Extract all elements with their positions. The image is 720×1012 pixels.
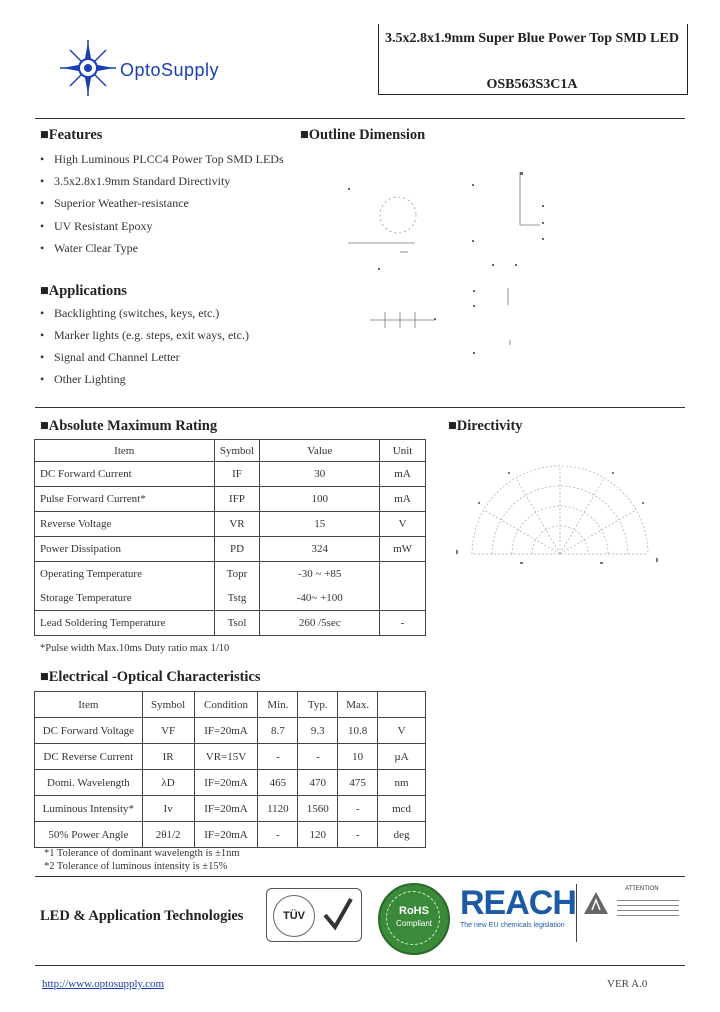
cell-value: 100 <box>260 487 380 512</box>
version-label: VER A.0 <box>607 978 648 990</box>
amr-heading: ■Absolute Maximum Rating <box>40 418 218 434</box>
features-heading: ■Features <box>40 127 103 143</box>
brand-logo <box>58 38 118 98</box>
cell-unit: deg <box>378 822 426 848</box>
cell-condition: IF=20mA <box>194 718 258 744</box>
eoc-note: *2 Tolerance of luminous intensity is ±15% <box>44 861 228 872</box>
column-header: Item <box>35 440 215 462</box>
cell-value: -40~ +100 <box>260 586 380 611</box>
cell-symbol: Iv <box>142 796 194 822</box>
cell-typ: - <box>298 744 338 770</box>
product-title: 3.5x2.8x1.9mm Super Blue Power Top SMD LED <box>385 31 679 46</box>
column-header <box>378 692 426 718</box>
website-link[interactable]: http://www.optosupply.com <box>42 978 165 990</box>
cell-symbol: PD <box>214 537 260 562</box>
cell-typ: 120 <box>298 822 338 848</box>
reach-sub: The new EU chemicals legislation <box>460 922 565 929</box>
tuv-label: TÜV <box>273 895 315 937</box>
table-header-row <box>35 692 426 718</box>
cell-value: 324 <box>260 537 380 562</box>
cell-item: Power Dissipation <box>35 537 215 562</box>
directivity-heading: ■Directivity <box>448 418 523 434</box>
footer-top-rule <box>35 876 685 877</box>
cell-min: 8.7 <box>258 718 298 744</box>
column-header: Max. <box>338 692 378 718</box>
attention-label: ATTENTION <box>625 886 659 892</box>
cell-item: Luminous Intensity* <box>35 796 143 822</box>
cell-min: 465 <box>258 770 298 796</box>
cell-item: Operating Temperature <box>35 562 215 587</box>
amr-note: *Pulse width Max.10ms Duty ratio max 1/10 <box>40 643 230 654</box>
outline-heading: ■Outline Dimension <box>300 127 426 143</box>
cell-value: 30 <box>260 462 380 487</box>
checkmark-icon <box>321 895 355 935</box>
cell-symbol: λD <box>142 770 194 796</box>
cell-unit: V <box>380 512 426 537</box>
reach-label: REACH <box>460 884 576 922</box>
cell-typ: 470 <box>298 770 338 796</box>
cell-item: DC Forward Voltage <box>35 718 143 744</box>
footer-bottom-rule <box>35 965 685 966</box>
column-header: Item <box>35 692 143 718</box>
table-row <box>35 822 426 848</box>
table-row <box>35 770 426 796</box>
table-row <box>35 586 426 611</box>
table-row <box>35 462 426 487</box>
cell-symbol: IFP <box>214 487 260 512</box>
cell-unit: mA <box>380 487 426 512</box>
tuv-badge <box>266 888 362 942</box>
cell-item: 50% Power Angle <box>35 822 143 848</box>
cell-typ: 9.3 <box>298 718 338 744</box>
brand-name: OptoSupply <box>120 60 220 80</box>
company-line: LED & Application Technologies <box>40 908 244 924</box>
cell-symbol: Tsol <box>214 611 260 636</box>
cell-symbol: VR <box>214 512 260 537</box>
cell-max: - <box>338 796 378 822</box>
cell-item: Storage Temperature <box>35 586 215 611</box>
rohs-label: RoHS <box>399 905 429 917</box>
reach-badge <box>460 884 576 936</box>
cell-condition: IF=20mA <box>194 770 258 796</box>
top-rule <box>35 118 685 119</box>
table-row <box>35 562 426 587</box>
cell-value: 15 <box>260 512 380 537</box>
cell-unit: mcd <box>378 796 426 822</box>
eoc-heading: ■Electrical -Optical Characteristics <box>40 669 261 685</box>
cell-item: Reverse Voltage <box>35 512 215 537</box>
cell-symbol: Tstg <box>214 586 260 611</box>
application-item: • Marker lights (e.g. steps, exit ways, etc.) <box>54 328 249 343</box>
column-header: Unit <box>380 440 426 462</box>
cell-item: DC Reverse Current <box>35 744 143 770</box>
table-row <box>35 487 426 512</box>
esd-warning-icon <box>583 890 609 916</box>
cell-symbol: IR <box>142 744 194 770</box>
cell-max: 475 <box>338 770 378 796</box>
cell-typ: 1560 <box>298 796 338 822</box>
cell-unit: mW <box>380 537 426 562</box>
application-item: • Signal and Channel Letter <box>54 350 180 365</box>
cell-unit: nm <box>378 770 426 796</box>
feature-item: • Water Clear Type <box>54 241 138 256</box>
table-row <box>35 611 426 636</box>
cell-min: - <box>258 744 298 770</box>
esd-attention-badge <box>576 884 687 942</box>
cell-max: 10 <box>338 744 378 770</box>
cell-condition: IF=20mA <box>194 822 258 848</box>
cell-max: 10.8 <box>338 718 378 744</box>
feature-item: • UV Resistant Epoxy <box>54 219 152 234</box>
application-item: • Backlighting (switches, keys, etc.) <box>54 306 219 321</box>
attention-text-lines <box>617 896 679 926</box>
column-header: Symbol <box>214 440 260 462</box>
cell-condition: VR=15V <box>194 744 258 770</box>
eoc-note: *1 Tolerance of dominant wavelength is ±1nm <box>44 848 240 859</box>
cell-unit <box>380 586 426 611</box>
eoc-table <box>34 691 426 848</box>
table-row <box>35 744 426 770</box>
cell-symbol: IF <box>214 462 260 487</box>
table-row <box>35 537 426 562</box>
rohs-ring <box>386 891 440 945</box>
application-item: • Other Lighting <box>54 372 126 387</box>
feature-item: • High Luminous PLCC4 Power Top SMD LEDs <box>54 152 284 167</box>
table-row <box>35 512 426 537</box>
column-header: Value <box>260 440 380 462</box>
feature-item: • Superior Weather-resistance <box>54 196 189 211</box>
cell-condition: IF=20mA <box>194 796 258 822</box>
rohs-badge <box>378 883 450 955</box>
cell-unit: - <box>380 611 426 636</box>
cell-symbol: VF <box>142 718 194 744</box>
cell-symbol: 2θ1/2 <box>142 822 194 848</box>
cell-value: 260 /5sec <box>260 611 380 636</box>
column-header: Condition <box>194 692 258 718</box>
part-number: OSB563S3C1A <box>486 77 578 92</box>
cell-item: Pulse Forward Current* <box>35 487 215 512</box>
cell-item: Domi. Wavelength <box>35 770 143 796</box>
applications-heading: ■Applications <box>40 283 127 299</box>
feature-item: • 3.5x2.8x1.9mm Standard Directivity <box>54 174 230 189</box>
cell-min: - <box>258 822 298 848</box>
cell-unit: mA <box>380 462 426 487</box>
outline-drawing <box>340 160 560 370</box>
column-header: Typ. <box>298 692 338 718</box>
amr-table <box>34 439 426 636</box>
starburst-logo-icon <box>58 38 118 98</box>
table-header-row <box>35 440 426 462</box>
cell-min: 1120 <box>258 796 298 822</box>
cell-item: DC Forward Current <box>35 462 215 487</box>
table-row <box>35 796 426 822</box>
cell-unit: µA <box>378 744 426 770</box>
cell-symbol: Topr <box>214 562 260 587</box>
cell-max: - <box>338 822 378 848</box>
rohs-sub: Compliant <box>395 919 432 928</box>
column-header: Symbol <box>142 692 194 718</box>
cell-value: -30 ~ +85 <box>260 562 380 587</box>
cell-unit: V <box>378 718 426 744</box>
table-row <box>35 718 426 744</box>
cell-item: Lead Soldering Temperature <box>35 611 215 636</box>
column-header: Min. <box>258 692 298 718</box>
section-rule <box>35 407 685 408</box>
cell-unit <box>380 562 426 587</box>
directivity-chart <box>452 462 667 572</box>
directivity-polar-figure <box>452 462 667 572</box>
outline-drawing-figure <box>340 160 560 370</box>
